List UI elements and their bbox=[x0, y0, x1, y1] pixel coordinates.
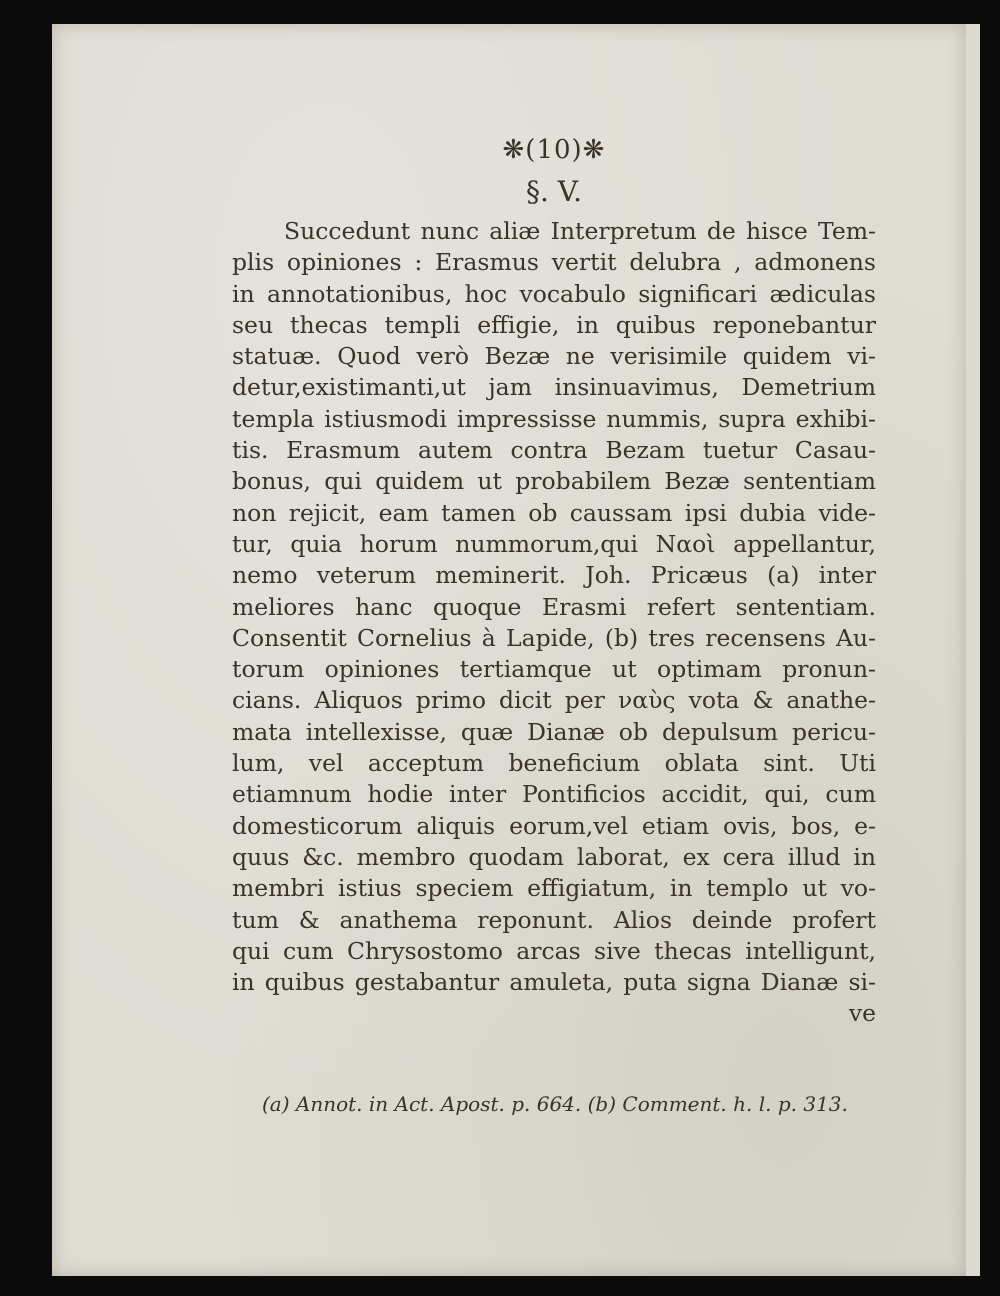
text-line: cians. Aliquos primo dicit per ναὺς vota & anathe- bbox=[232, 686, 876, 715]
text-line: membri istius speciem effigiatum, in templo ut vo- bbox=[232, 874, 876, 903]
text-line: tur, quia horum nummorum,qui Ναοὶ appellantur, bbox=[232, 529, 876, 558]
text-line: non rejicit, eam tamen ob caussam ipsi dubia vide- bbox=[232, 498, 876, 527]
page-number-header: ❋(10)❋ bbox=[502, 135, 606, 165]
text-line: etiamnum hodie inter Pontificios accidit, qui, cum bbox=[232, 780, 876, 809]
text-line: lum, vel acceptum beneficium oblata sint. Uti bbox=[232, 749, 876, 778]
text-line: mata intellexisse, quæ Dianæ ob depulsum pericu- bbox=[232, 717, 876, 746]
catchword: ve bbox=[848, 999, 876, 1028]
text-line: Consentit Cornelius à Lapide, (b) tres recensens Au- bbox=[232, 623, 876, 652]
text-line: nemo veterum meminerit. Joh. Pricæus (a) inter bbox=[232, 561, 876, 590]
text-line: tis. Erasmum autem contra Bezam tuetur Casau- bbox=[232, 436, 876, 465]
text-line: qui cum Chrysostomo arcas sive thecas intelligunt, bbox=[232, 936, 876, 965]
text-line: in quibus gestabantur amuleta, puta signa Dianæ si- bbox=[232, 968, 876, 997]
text-line: meliores hanc quoque Erasmi refert sententiam. bbox=[232, 592, 876, 621]
text-line: in annotationibus, hoc vocabulo significari ædiculas bbox=[232, 279, 876, 308]
text-line: plis opiniones : Erasmus vertit delubra , admonens bbox=[232, 248, 876, 277]
text-line: Succedunt nunc aliæ Interpretum de hisce Tem- bbox=[284, 217, 876, 245]
text-line: tum & anathema reponunt. Alios deinde profert bbox=[232, 905, 876, 934]
page-text bbox=[232, 130, 876, 1030]
text-line: quus &c. membro quodam laborat, ex cera illud in bbox=[232, 842, 876, 871]
text-line: bonus, qui quidem ut probabilem Bezæ sententiam bbox=[232, 467, 876, 496]
page-edge bbox=[966, 24, 980, 1276]
text-line: detur,existimanti,ut jam insinuavimus, Demetrium bbox=[232, 373, 876, 402]
text-line: statuæ. Quod verò Bezæ ne verisimile quidem vi- bbox=[232, 342, 876, 371]
footnote: (a) Annot. in Act. Apost. p. 664. (b) Comment. h. l. p. 313. bbox=[262, 1092, 848, 1116]
section-title: §. V. bbox=[525, 175, 583, 208]
text-line: templa istiusmodi impressisse nummis, supra exhibi- bbox=[232, 404, 876, 433]
text-line: torum opiniones tertiamque ut optimam pronun- bbox=[232, 655, 876, 684]
text-line: seu thecas templi effigie, in quibus reponebantur bbox=[232, 310, 876, 339]
text-line: domesticorum aliquis eorum,vel etiam ovis, bos, e- bbox=[232, 811, 876, 840]
